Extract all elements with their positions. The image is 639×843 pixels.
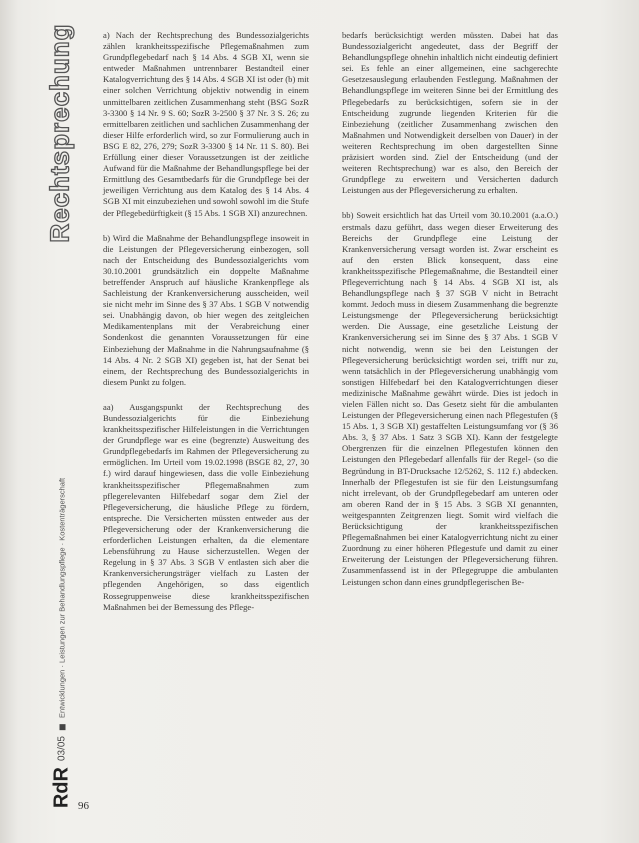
journal-name: RdR	[50, 766, 73, 808]
paragraph-bb: bb) Soweit ersichtlich hat das Urteil vom 30.10.2001 (a.a.O.) erstmals dazu geführt, dass wegen dieser Erweiterung des Bereichs der Grundpflege eine Leistung der Krankenversicherung versagt worden ist. Zwar erscheint es auf den ersten Blick konsequent, dass eine krankheitsspezifische Pflegemaßnahme, die Bestandteil einer Pflegeverrichtung nach § 14 Abs. 4 SGB XI ist, als Behandlungspflege nach § 37 SGB V nicht in Betracht kommt. Jedoch muss in diesem Zusammenhang die begrenzte Leistungsmenge der Pflegeversicherung berücksichtigt werden. Die Aussage, eine gesetzliche Leistung der Krankenversicherung sei im Sinne des § 37 Abs. 1 SGB V nicht notwendig, wenn sie bei den Leistungen der Pflegeversicherung berücksichtigt worden sei, trifft nur zu, wenn tatsächlich in der Pflegeversicherung unabhängig vom sonstigen Hilfebedarf bei den Katalogverrichtungen dieser medizinische Maßnahme gewährt würde. Dies ist jedoch in vielen Fällen nicht so. Das Gesetz sieht für die ambulanten Leistungen der Pflegeversicherung einen nach Pflegestufen (§ 15 Abs. 1, 3 SGB XI) gestaffelten Leistungsumfang vor (§ 36 Abs. 3, § 37 Abs. 1 Satz 3 SGB XI). Kann der festgelegte Obergrenzen für die einzelnen Pflegestufen können den Leistungen den Pflegebedarf allenfalls für der Regel- (so die Begründung in BT-Drucksache 12/5262, S. 112 f.) abdecken. Innerhalb der Pflegestufen ist sie für den Leistungsumfang nicht irrelevant, ob der Grundpflegebedarf am unteren oder am oberen Rand der in § 15 Abs. 3 SGB XI genannten, weitgespannten Zeitgrenzen liegt. Somit wird vielfach die Berücksichtigung der krankheitsspezifischen Pflegemaßnahmen bei einer Katalogverrichtung nicht zu einer Zuordnung zu einer höheren Pflegestufe und damit zu einer Erweiterung der Leistungen der Pflegeversicherung führen. Zusammenfassend ist in der Pflegegruppe die ambulanten Leistungen schon dann eines grundpflegerischen Be-	[342, 210, 558, 587]
right-text-column	[342, 30, 558, 602]
page-number: 96	[78, 800, 89, 812]
journal-issue: 03/05	[56, 735, 68, 761]
left-text-column	[103, 30, 309, 627]
section-title	[40, 8, 80, 258]
journal-topic: Entwicklungen · Leistungen zur Behandlungspflege · Kostenträgerschaft	[57, 477, 67, 718]
paragraph-aa: aa) Ausgangspunkt der Rechtsprechung des Bundessozialgerichts für die Einbeziehung krankheitsspezifischer Hilfeleistungen in die Verrichtungen der Grundpflege war es eine (begrenzte) Ausweitung des Grundpflegebedarfs im Rahmen der Pflegeversicherung zu ermöglichen. Im Urteil vom 19.02.1998 (BSGE 82, 27, 30 f.) wird darauf hingewiesen, dass die volle Einbeziehung krankheitsspezifischer Pflegemaßnahmen zum pflegerelevanten Hilfebedarf sogar dem Ziel der Pflegeversicherung, die häusliche Pflege zu fördern, entspreche. Die Versicherten müssten entweder aus der Pflegeversicherung oder der Krankenversicherung die erforderlichen Leistungen erhalten, da die elementare Lebensführung zu Hause sicherzustellen. Wegen der Regelung in § 37 Abs. 3 SGB V entlasten sich aber die Krankenversicherungsträger vielfach zu Lasten der pflegenden Angehörigen, so dass eigentlich Rossegruppenweise diese krankheitsspezifischen Maßnahmen bei der Bemessung des Pflege-	[103, 401, 309, 612]
separator-square-icon	[59, 724, 65, 730]
paragraph-aa-continued: bedarfs berücksichtigt werden müssten. Dabei hat das Bundessozialgericht angedeutet, dass der Begriff der Behandlungspflege ohnehin inhaltlich nicht eindeutig definiert sei. Es fehle an einer allgemeinen, eine sachgerechte Gesetzesauslegung erlaubenden Festlegung. Maßnahmen der Behandlungspflege im weiteren Sinne bei der Ermittlung des Pflegebedarfs zu berücksichtigen, sofern sie in der Entscheidung zugrunde liegenden Kriterien für die Einbeziehung (zeitlicher Zusammenhang zwischen den Maßnahmen und Notwendigkeit derselben von Dauer) in der weiteren Rechtsprechung im oben dargestellten Sinne präzisiert worden sind. Ziel der Entscheidung (und der weiteren Rechtsprechung) war es also, den Bereich der Grundpflege zu erweitern und Versicherten dadurch Leistungen aus der Pflegeversicherung zu erhalten.	[342, 30, 558, 196]
paragraph-b: b) Wird die Maßnahme der Behandlungspflege insoweit in die Leistungen der Pflegeversicherung einbezogen, soll nach der Entscheidung des Bundessozialgerichts vom 30.10.2001 grundsätzlich ein doppelte Maßnahme betreffender Anspruch auf häusliche Krankenpflege als Sachleistung der Krankenversicherung ausscheiden, weil sie nicht mehr im Sinne des § 37 Abs. 1 SGB V notwendig sei. Unabhängig davon, ob hier wegen des zeitgleichen Medikamentenplans mit der Verabreichung einer Sondenkost die genannten Voraussetzungen für eine Einbeziehung der Maßnahme in die Nahrungsaufnahme (§ 14 Abs. 4 Nr. 2 SGB XI) gegeben ist, hat der Senat bei einem, der Rechtsprechung des Bundessozialgerichts in diesem Punkt zu folgen.	[103, 232, 309, 387]
paragraph-a: a) Nach der Rechtsprechung des Bundessozialgerichts zählen krankheitsspezifische Pflegemaßnahmen zum Grundpflegebedarf nach § 14 Abs. 4 SGB XI, wenn sie entweder Maßnahmen untrennbarer Bestandteil einer Katalogverrichtung des § 14 Abs. 4 SGB XI ist oder (b) mit einer solchen Verrichtung objektiv notwendig in einem unmittelbaren zeitlichen Zusammenhang steht (BSG SozR 3-3300 § 14 Nr. 9 S. 60; SozR 3-2500 § 37 Nr. 3 S. 26; zu ermittelbaren zeitlichen und sachlichen Zusammenhang der dieser Hilfe erforderlich wird, so zur Formulierung auch in BSG E 82, 276, 279; SozR 3-3300 § 14 Nr. 11 S. 80). Bei Erfüllung einer dieser Voraussetzungen ist der zeitliche Aufwand für die Maßnahme der Behandlungspflege bei der Ermittlung des Gesamtbedarfs für die Grundpflege bei der jeweiligen Verrichtung aus dem Katalog des § 14 Abs. 4 SGB XI mit einzubeziehen und sowohl sowohl im die Stufe der Pflegebedürftigkeit (§ 15 Abs. 1 SGB XI) anzurechnen.	[103, 30, 309, 218]
journal-footer-strip	[42, 470, 82, 815]
section-title-text: Rechtsprechung	[44, 23, 75, 243]
